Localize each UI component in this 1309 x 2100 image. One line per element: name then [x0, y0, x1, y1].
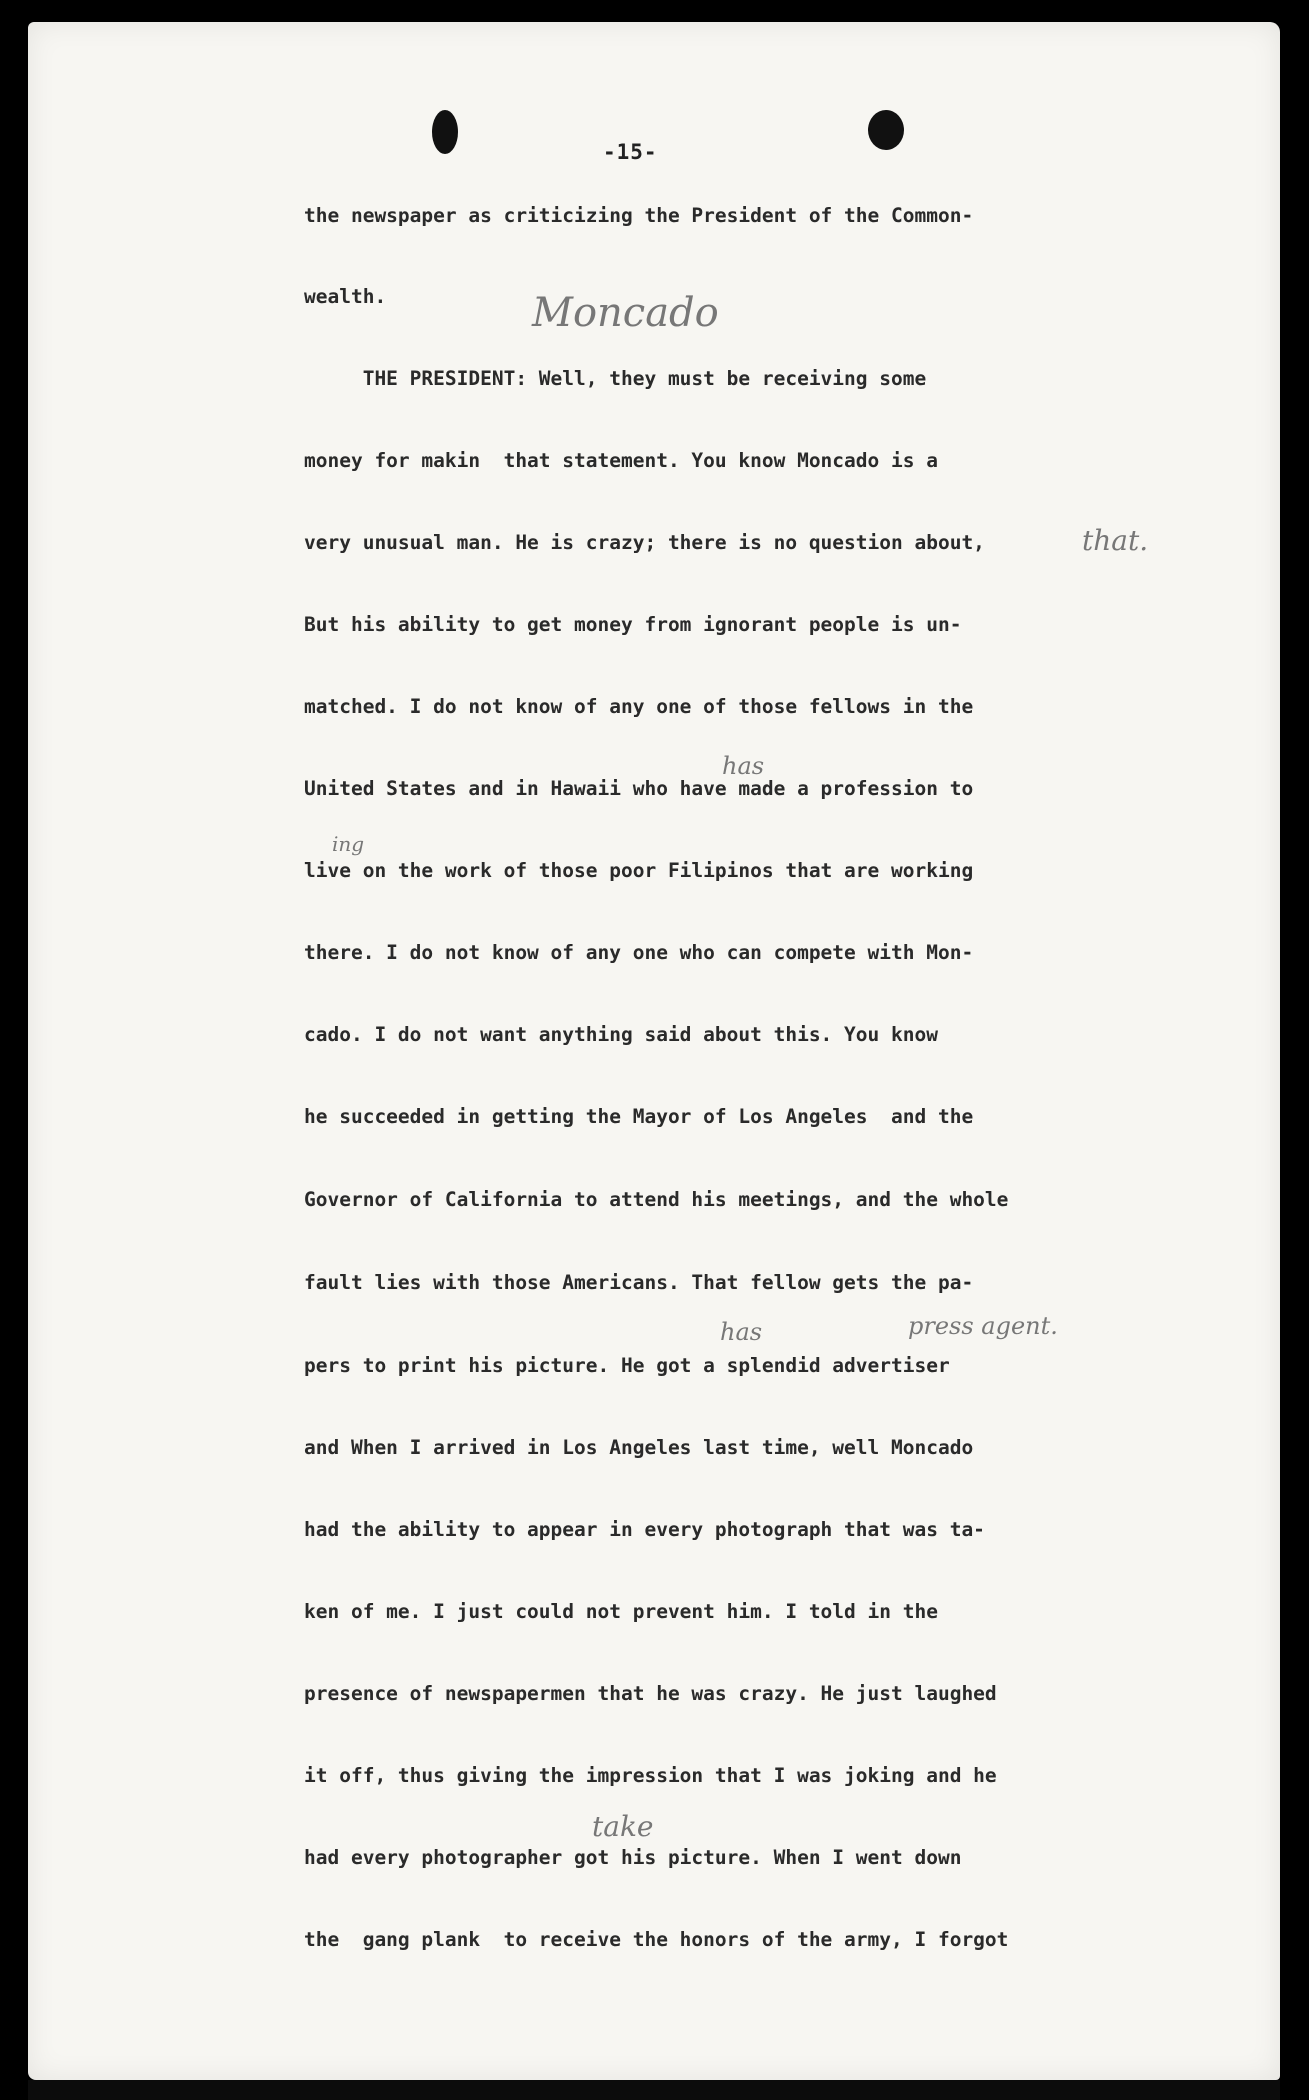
- text-line: the newspaper as criticizing the President of the Common-: [304, 204, 974, 227]
- text-line: it off, thus giving the impression that I was joking and he: [304, 1764, 997, 1787]
- text-line: the gang plank to receive the honors of the army, I forgot: [304, 1928, 1009, 1951]
- text-line: live on the work of those poor Filipinos that are working: [304, 859, 974, 882]
- text-line: wealth.: [304, 285, 387, 308]
- text-line: United States and in Hawaii who have made a profession to: [304, 777, 974, 800]
- text-line: THE PRESIDENT: Well, they must be receiving some: [304, 367, 927, 390]
- text-line: cado. I do not want anything said about this. You know: [304, 1023, 938, 1046]
- handwritten-note-ing: ing: [332, 832, 365, 856]
- text-line: ken of me. I just could not prevent him. I told in the: [304, 1600, 938, 1623]
- handwritten-note-has-2: has: [720, 1318, 763, 1346]
- punch-hole-right: [868, 110, 904, 150]
- text-line: fault lies with those Americans. That fellow gets the pa-: [304, 1271, 974, 1294]
- text-line: he succeeded in getting the Mayor of Los Angeles and the: [304, 1105, 974, 1128]
- text-line: matched. I do not know of any one of those fellows in the: [304, 695, 974, 718]
- text-line: had every photographer got his picture. When I went down: [304, 1846, 962, 1869]
- handwritten-note-press-agent: press agent.: [908, 1312, 1058, 1340]
- text-line: had the ability to appear in every photograph that was ta-: [304, 1518, 985, 1541]
- scan-bottom-edge: [28, 2080, 1280, 2100]
- text-line: very unusual man. He is crazy; there is no question about,: [304, 531, 985, 554]
- text-line: and When I arrived in Los Angeles last time, well Moncado: [304, 1436, 974, 1459]
- text-line: presence of newspapermen that he was crazy. He just laughed: [304, 1682, 997, 1705]
- text-line: there. I do not know of any one who can compete with Mon-: [304, 941, 974, 964]
- text-line: Governor of California to attend his meetings, and the whole: [304, 1188, 1009, 1211]
- handwritten-note-take: take: [592, 1810, 654, 1843]
- handwritten-note-that: that.: [1082, 524, 1149, 557]
- text-line: But his ability to get money from ignorant people is un-: [304, 613, 962, 636]
- text-line: pers to print his picture. He got a splendid advertiser: [304, 1354, 950, 1377]
- page-number: -15-: [603, 140, 658, 164]
- handwritten-note-has: has: [722, 752, 765, 780]
- handwritten-note-moncado: Moncado: [532, 290, 719, 336]
- punch-hole-left: [432, 110, 458, 154]
- text-line: money for makin that statement. You know Moncado is a: [304, 449, 938, 472]
